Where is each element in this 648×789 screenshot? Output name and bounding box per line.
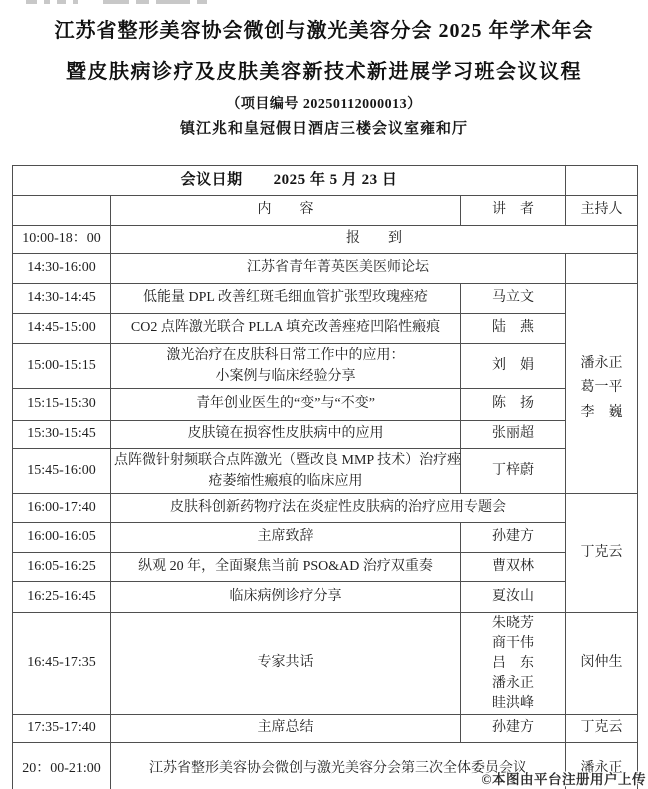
- time-cell: 14:30-16:00: [13, 254, 111, 284]
- agenda-row: [13, 284, 638, 314]
- time-cell: 17:35-17:40: [13, 715, 111, 743]
- speaker-cell: 张丽超: [461, 421, 566, 449]
- agenda-row: [13, 314, 638, 344]
- uploader-watermark: ©本图由平台注册用户上传: [481, 772, 646, 787]
- time-cell: 16:05-16:25: [13, 553, 111, 582]
- venue: 镇江兆和皇冠假日酒店三楼会议室雍和厅: [179, 121, 468, 137]
- agenda-row: [13, 553, 638, 582]
- host-cell-forum: [566, 284, 638, 494]
- content-cell: 主席总结: [111, 715, 461, 743]
- agenda-row-symposium-title: [13, 494, 638, 523]
- content-cell: 临床病例诊疗分享: [111, 582, 461, 613]
- cell-line: 潘永正: [492, 675, 535, 691]
- agenda-table-body: [13, 166, 638, 789]
- content-cell: 主席致辞: [111, 523, 461, 553]
- agenda-row: [13, 449, 638, 494]
- time-cell: 15:45-16:00: [13, 449, 111, 494]
- speaker-cell: 孙建方: [461, 715, 566, 743]
- speaker-cell-panel: [461, 613, 566, 715]
- content-cell: 低能量 DPL 改善红斑毛细血管扩张型玫瑰痤疮: [111, 284, 461, 314]
- agenda-table: [12, 165, 638, 789]
- time-header-cell: [13, 196, 111, 226]
- content-cell: 皮肤科创新药物疗法在炎症性皮肤病的治疗应用专题会: [111, 494, 566, 523]
- agenda-row-registration: [13, 226, 638, 254]
- content-cell: 江苏省整形美容协会微创与激光美容分会第三次全体委员会议: [111, 743, 566, 789]
- content-cell: 报 到: [111, 226, 638, 254]
- agenda-row: [13, 582, 638, 613]
- speaker-cell: 马立文: [461, 284, 566, 314]
- speaker-cell: 陆 燕: [461, 314, 566, 344]
- speaker-cell: 曹双林: [461, 553, 566, 582]
- content-cell: CO2 点阵激光联合 PLLA 填充改善痤疮凹陷性瘢痕: [111, 314, 461, 344]
- speaker-cell: 夏汝山: [461, 582, 566, 613]
- time-cell: 15:15-15:30: [13, 389, 111, 421]
- cell-line: 小案例与临床经验分享: [215, 369, 356, 384]
- time-cell: 16:00-16:05: [13, 523, 111, 553]
- time-cell: 15:30-15:45: [13, 421, 111, 449]
- speaker-header-cell: 讲 者: [461, 196, 566, 226]
- host-cell: 潘永正: [566, 743, 638, 789]
- meeting-date-row: [13, 166, 638, 196]
- speaker-cell: 丁梓蔚: [461, 449, 566, 494]
- host-cell: 丁克云: [566, 715, 638, 743]
- time-cell: 14:45-15:00: [13, 314, 111, 344]
- cell-line: 商干伟: [492, 635, 535, 651]
- content-cell: 纵观 20 年，全面聚焦当前 PSO&AD 治疗双重奏: [111, 553, 461, 582]
- time-cell: 16:45-17:35: [13, 613, 111, 715]
- content-cell-multiline: [111, 449, 461, 494]
- cell-line: 潘永正: [580, 356, 623, 372]
- content-header-cell: 内 容: [111, 196, 461, 226]
- agenda-table-wrap: [12, 165, 638, 789]
- cell-line: 葛一平: [580, 380, 623, 396]
- project-number: （项目编号 20250112000013）: [226, 97, 422, 112]
- speaker-cell: 孙建方: [461, 523, 566, 553]
- time-cell: 15:00-15:15: [13, 344, 111, 389]
- content-cell: 江苏省青年菁英医美医师论坛: [111, 254, 566, 284]
- time-cell: 16:25-16:45: [13, 582, 111, 613]
- content-cell: 青年创业医生的“变”与“不变”: [111, 389, 461, 421]
- agenda-row: [13, 715, 638, 743]
- agenda-row: [13, 344, 638, 389]
- content-cell-multiline: [111, 344, 461, 389]
- content-cell: 皮肤镜在损容性皮肤病中的应用: [111, 421, 461, 449]
- speaker-cell: 陈 扬: [461, 389, 566, 421]
- agenda-row-forum-title: [13, 254, 638, 284]
- host-cell-empty: [566, 166, 638, 196]
- content-cell: 专家共话: [111, 613, 461, 715]
- agenda-row: [13, 523, 638, 553]
- agenda-row-panel: [13, 613, 638, 715]
- header-row: [13, 196, 638, 226]
- host-header-cell: 主持人: [566, 196, 638, 226]
- time-cell: 14:30-14:45: [13, 284, 111, 314]
- host-cell: 闵仲生: [566, 613, 638, 715]
- host-cell: 丁克云: [566, 494, 638, 613]
- time-cell: 16:00-17:40: [13, 494, 111, 523]
- meeting-date-cell: 会议日期 2025 年 5 月 23 日: [13, 166, 566, 196]
- time-cell: 10:00-18：00: [13, 226, 111, 254]
- cell-line: 疮萎缩性瘢痕的临床应用: [208, 474, 363, 489]
- document-title-line2: 暨皮肤病诊疗及皮肤美容新技术新进展学习班会议议程: [66, 61, 582, 83]
- cell-line: 眭洪峰: [492, 695, 535, 711]
- cell-line: 朱晓芳: [492, 616, 535, 631]
- cell-line: 吕 东: [492, 655, 535, 671]
- document-title-line1: 江苏省整形美容协会微创与激光美容分会 2025 年学术年会: [54, 20, 594, 42]
- cell-line: 点阵微针射频联合点阵激光（暨改良 MMP 技术）治疗痤: [114, 453, 462, 468]
- host-cell-empty: [566, 254, 638, 284]
- agenda-row: [13, 389, 638, 421]
- time-cell: 20：00-21:00: [13, 743, 111, 789]
- cell-line: 激光治疗在皮肤科日常工作中的应用：: [166, 348, 405, 363]
- cell-line: 李 巍: [580, 404, 623, 420]
- agenda-row: [13, 421, 638, 449]
- speaker-cell: 刘 娟: [461, 344, 566, 389]
- title-block: [0, 0, 648, 138]
